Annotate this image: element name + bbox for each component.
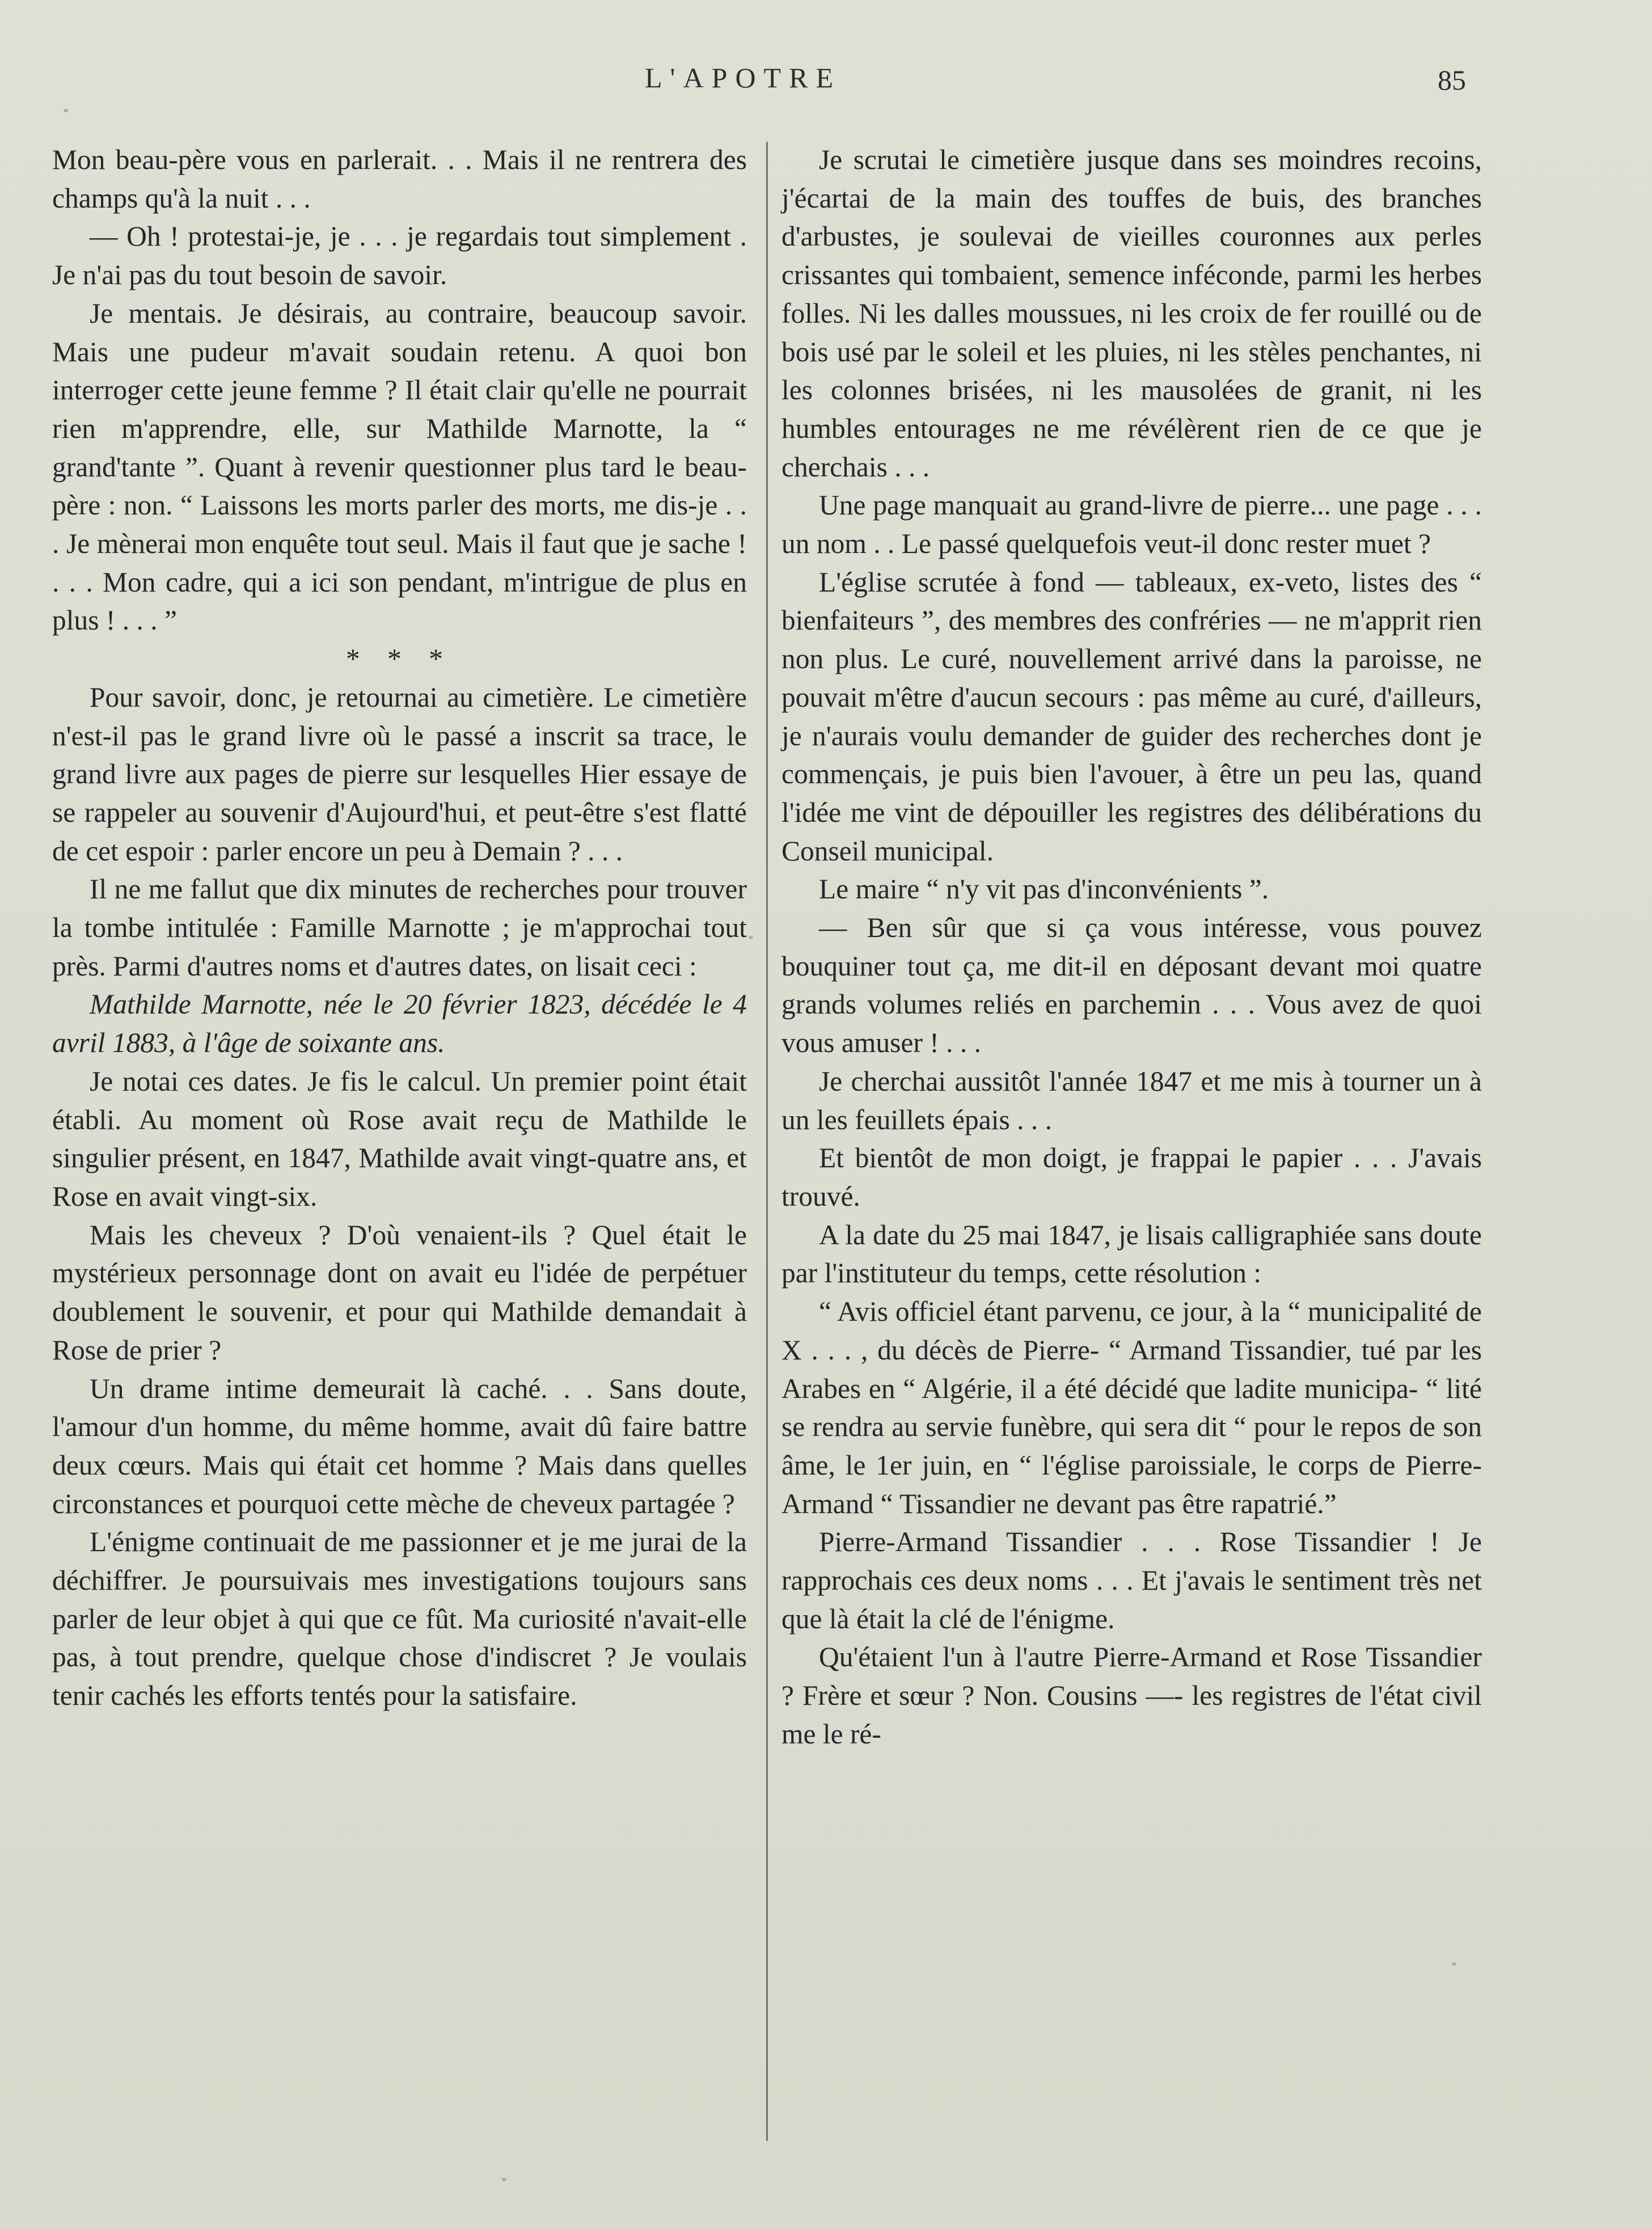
register-quote: “ Avis officiel étant parvenu, ce jour, à la “ municipalité de X . . . , du décès de Pierre- “ Armand Tissandier, tué par les Arabes en “ Algérie, il a été décidé que ladite municipa- “ lité se rendra au servie funèbre, qui sera dit “ pour le repos de son âme, le 1er juin, en “ l'église paroissiale, le corps de Pierre-Armand “ Tissandier ne devant pas être rapatrié.” — [781, 1296, 1482, 1519]
paper-speck — [64, 109, 68, 112]
paragraph: Je notai ces dates. Je fis le calcul. Un premier point était établi. Au moment où Rose avait reçu de Mathilde le singulier présent, en 1847, Mathilde avait vingt-quatre ans, et Rose en avait vingt-six. — [52, 1065, 747, 1212]
paragraph: Je cherchai aussitôt l'année 1847 et me mis à tourner un à un les feuillets épais . . . — [781, 1065, 1482, 1135]
left-column — [52, 141, 747, 1715]
paragraph: Le maire “ n'y vit pas d'inconvénients ”. — [819, 873, 1269, 905]
paragraph: Pour savoir, donc, je retournai au cimetière. Le cimetière n'est-il pas le grand livre où le passé a inscrit sa trace, le grand livre aux pages de pierre sur lesquelles Hier essaye de se rappeler au souvenir d'Aujourd'hui, et peut-être s'est flatté de cet espoir : parler encore un peu à Demain ? . . . — [52, 681, 747, 867]
column-divider — [766, 142, 768, 2141]
paragraph: — Oh ! protestai-je, je . . . je regardais tout simplement . Je n'ai pas du tout besoin de savoir. — [52, 221, 747, 291]
paragraph: Mais les cheveux ? D'où venaient-ils ? Quel était le mystérieux personnage dont on avait eu l'idée de perpétuer doublement le souvenir, et pour qui Mathilde demandait à Rose de prier ? — [52, 1219, 747, 1366]
paragraph: Il ne me fallut que dix minutes de recherches pour trouver la tombe intitulée : Famille Marnotte ; je m'approchai tout près. Parmi d'autres noms et d'autres dates, on lisait ceci : — [52, 873, 747, 982]
paragraph: A la date du 25 mai 1847, je lisais calligraphiée sans doute par l'instituteur du temps, cette résolution : — [781, 1219, 1482, 1289]
paragraph: L'énigme continuait de me passionner et je me jurai de la déchiffrer. Je poursuivais mes investigations toujours sans parler de leur objet à qui que ce fût. Ma curiosité n'avait-elle pas, à tout prendre, quelque chose d'indiscret ? Je voulais tenir cachés les efforts tentés pour la satisfaire. — [52, 1526, 747, 1712]
right-column — [781, 141, 1482, 1754]
paper-speck — [502, 2178, 506, 2181]
paragraph: Une page manquait au grand-livre de pierre... une page . . . un nom . . Le passé quelquefois veut-il donc rester muet ? — [781, 489, 1482, 560]
paragraph: Pierre-Armand Tissandier . . . Rose Tissandier ! Je rapprochais ces deux noms . . . Et j'avais le sentiment très net que là était la clé de l'énigme. — [781, 1526, 1482, 1635]
paper-speck — [749, 936, 753, 939]
paper-speck — [1452, 1962, 1456, 1966]
paragraph: Je mentais. Je désirais, au contraire, beaucoup savoir. Mais une pudeur m'avait soudain retenu. A quoi bon interroger cette jeune femme ? Il était clair qu'elle ne pourrait rien m'apprendre, elle, sur Mathilde Marnotte, la “ grand'tante ”. Quant à revenir questionner plus tard le beau-père : non. “ Laissons les morts parler des morts, me dis-je . . . Je mènerai mon enquête tout seul. Mais il faut que je sache ! . . . Mon cadre, qui a ici son pendant, m'intrigue de plus en plus ! . . . ” — [52, 297, 747, 636]
paragraph: Et bientôt de mon doigt, je frappai le papier . . . J'avais trouvé. — [781, 1142, 1482, 1212]
paragraph: L'église scrutée à fond — tableaux, ex-veto, listes des “ bienfaiteurs ”, des membres des confréries — ne m'apprit rien non plus. Le curé, nouvellement arrivé dans la paroisse, ne pouvait m'être d'aucun secours : pas même au curé, d'ailleurs, je n'aurais voulu demander de guider des recherches dont je commençais, je puis bien l'avouer, à être un peu las, quand l'idée me vint de dépouiller les registres des délibérations du Conseil municipal. — [781, 566, 1482, 867]
running-title: L'APOTRE — [644, 62, 841, 94]
section-break: * * * — [346, 643, 453, 675]
page-number: 85 — [1438, 64, 1466, 96]
paragraph: Je scrutai le cimetière jusque dans ses moindres recoins, j'écartai de la main des touffes de buis, des branches d'arbustes, je soulevai de vieilles couronnes aux perles crissantes qui tombaient, semence inféconde, parmi les herbes folles. Ni les dalles moussues, ni les croix de fer rouillé ou de bois usé par le soleil et les pluies, ni les stèles penchantes, ni les colonnes brisées, ni les mausolées de granit, ni les humbles entourages ne me révélèrent rien de ce que je cherchais . . . — [781, 144, 1482, 483]
paragraph: — Ben sûr que si ça vous intéresse, vous pouvez bouquiner tout ça, me dit-il en déposant devant moi quatre grands volumes reliés en parchemin . . . Vous avez de quoi vous amuser ! . . . — [781, 912, 1482, 1059]
epitaph-quote: Mathilde Marnotte, née le 20 février 1823, décédée le 4 avril 1883, à l'âge de soixante ans. — [52, 989, 747, 1059]
paragraph: Un drame intime demeurait là caché. . . Sans doute, l'amour d'un homme, du même homme, avait dû faire battre deux cœurs. Mais qui était cet homme ? Mais dans quelles circonstances et pourquoi cette mèche de cheveux partagée ? — [52, 1372, 747, 1519]
paragraph: Qu'étaient l'un à l'autre Pierre-Armand et Rose Tissandier ? Frère et sœur ? Non. Cousins —- les registres de l'état civil me le ré- — [781, 1641, 1482, 1750]
paragraph: Mon beau-père vous en parlerait. . . Mais il ne rentrera des champs qu'à la nuit . . . — [52, 144, 747, 214]
